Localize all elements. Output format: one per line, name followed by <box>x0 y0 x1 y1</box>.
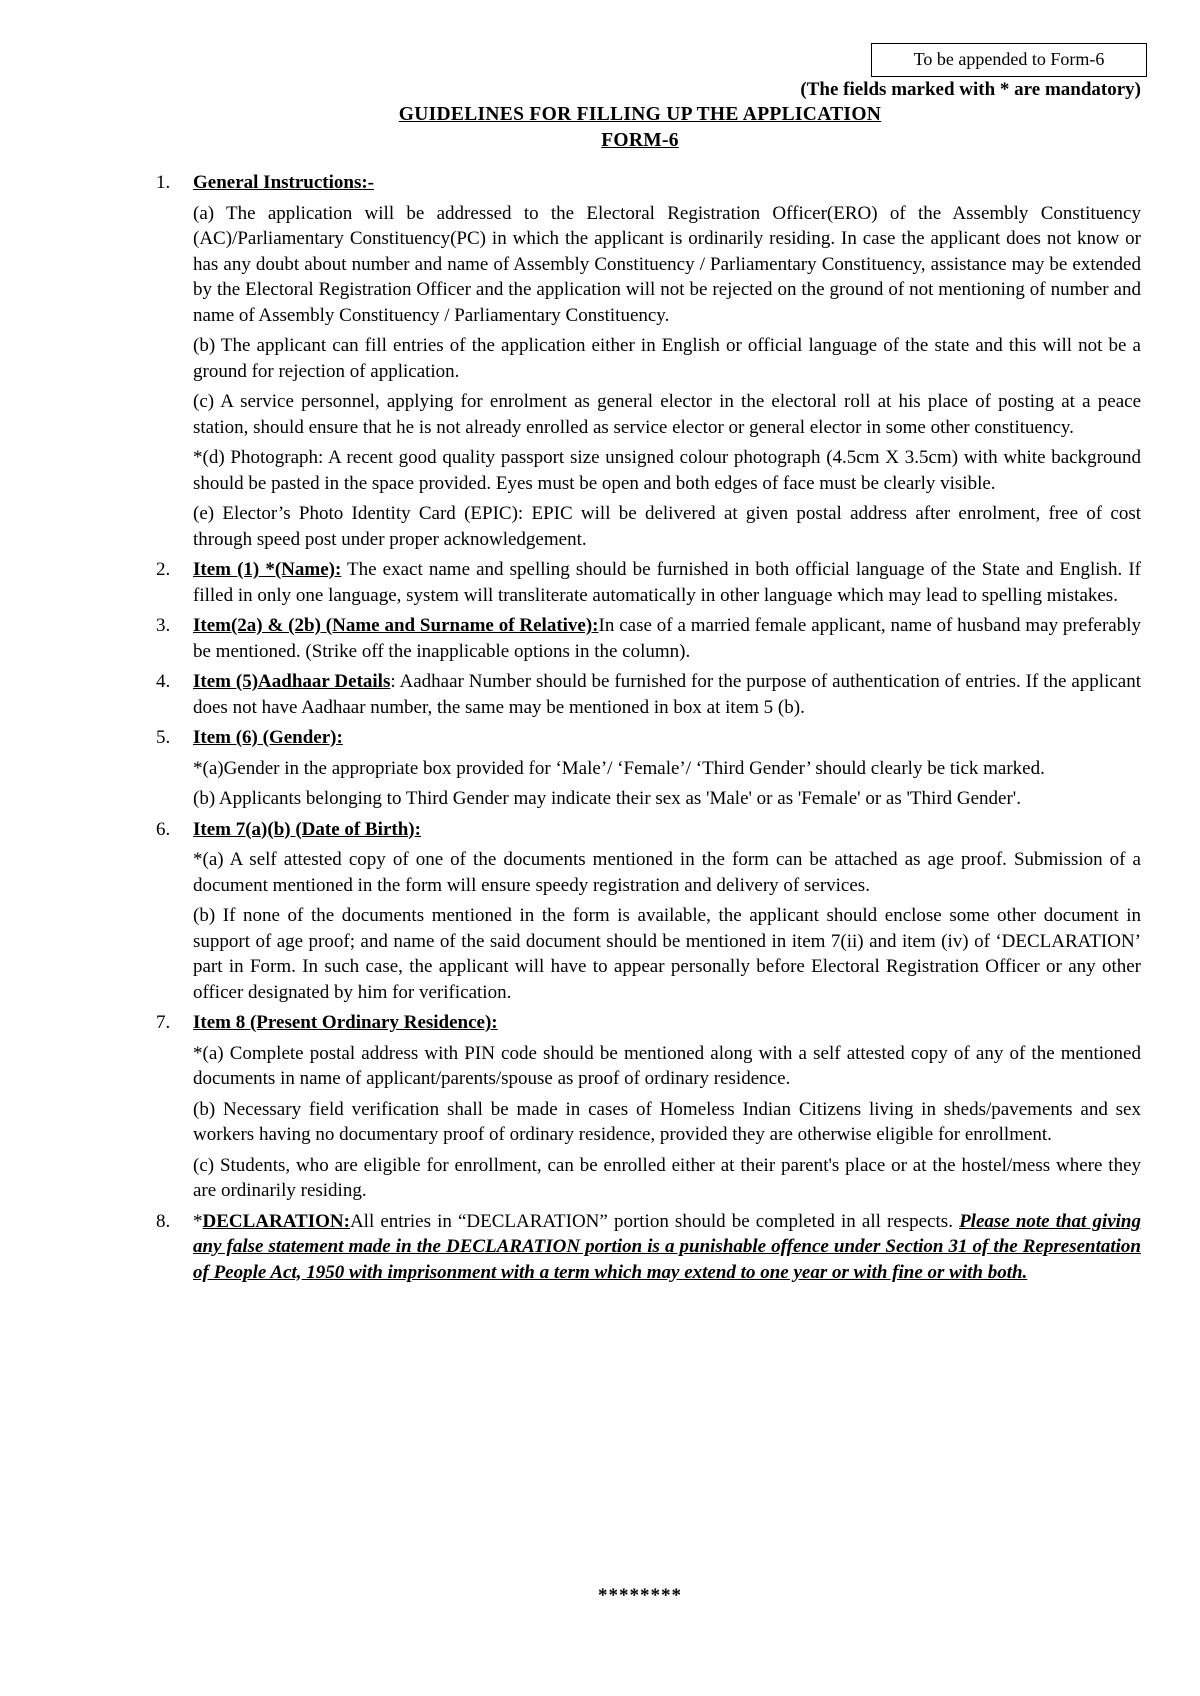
name-text: The exact name and spelling should be furnished in both official language of the State and English. If filled in only one language, system will transliterate automatically in other language which may lead to spelling mistakes. <box>193 559 1141 606</box>
list-item-general-instructions <box>146 170 1141 552</box>
mandatory-note: (The fields marked with * are mandatory) <box>800 79 1141 100</box>
declaration-text: All entries in “DECLARATION” portion should be completed in all respects. <box>349 1210 960 1232</box>
general-instructions-heading: General Instructions:- <box>193 172 375 193</box>
end-marker: ******** <box>598 1585 682 1606</box>
form-subtitle: FORM-6 <box>601 130 679 151</box>
declaration-paragraph <box>193 1209 1141 1286</box>
guidelines-list <box>146 170 1141 1290</box>
relative-text: In case of a married female applicant, name of husband may preferably be mentioned. (Strike off the inapplicable options in the column). <box>193 615 1141 662</box>
item-heading <box>193 170 1141 196</box>
general-instruction-e: (e) Elector’s Photo Identity Card (EPIC): EPIC will be delivered at given postal address after enrolment, free of cost through speed post under proper acknowledgement. <box>193 503 1141 550</box>
aadhaar-heading: Item (5)Aadhaar Details <box>193 671 391 692</box>
dob-instruction-b: (b) If none of the documents mentioned in the form is available, the applicant should enclose some other document in support of age proof; and name of the said document should be mentioned in item 7(ii) and item (iv) of ‘DECLARATION’ part in Form. In such case, the applicant will have to appear personally before Electoral Registration Officer or any other officer designated by him for verification. <box>193 905 1141 1003</box>
relative-heading: Item(2a) & (2b) (Name and Surname of Relative): <box>193 615 599 636</box>
residence-instruction-c: (c) Students, who are eligible for enrollment, can be enrolled either at their parent's place or at the hostel/mess where they are ordinarily residing. <box>193 1154 1141 1201</box>
residence-instruction-a: *(a) Complete postal address with PIN code should be mentioned along with a self attested copy of any of the mentioned documents in name of applicant/parents/spouse as proof of ordinary residence. <box>193 1042 1141 1089</box>
aadhaar-paragraph <box>193 669 1141 720</box>
general-instruction-a: (a) The application will be addressed to the Electoral Registration Officer(ERO) of the Assembly Constituency (AC)/Parliamentary Constituency(PC) in which the applicant is ordinarily residing. In case the applicant does not know or has any doubt about number and name of Assembly Constituency / Parliamentary Constituency, assistance may be extended by the Electoral Registration Officer and the application will not be rejected on the ground of not mentioning of number and name of Assembly Constituency / Parliamentary Constituency. <box>193 202 1141 326</box>
item-number: 3. <box>156 615 171 636</box>
declaration-heading: DECLARATION: <box>202 1210 350 1232</box>
item-number: 4. <box>156 671 171 692</box>
relative-paragraph <box>193 613 1141 664</box>
general-instruction-c: (c) A service personnel, applying for enrolment as general elector in the electoral roll at his place of posting at a peace station, should ensure that he is not already enrolled as service elector or general elector in some other constituency. <box>193 391 1141 438</box>
list-item-date-of-birth <box>146 817 1141 1006</box>
item-heading <box>193 1010 1141 1036</box>
name-heading: Item (1) *(Name): <box>193 559 342 580</box>
item-number: 6. <box>156 818 171 840</box>
gender-instruction-a: *(a)Gender in the appropriate box provided for ‘Male’/ ‘Female’/ ‘Third Gender’ should clearly be tick marked. <box>193 757 1045 779</box>
item-number: 2. <box>156 559 171 580</box>
item-number: 7. <box>156 1012 171 1033</box>
item-heading <box>193 817 1141 843</box>
residence-instruction-b: (b) Necessary field verification shall be made in cases of Homeless Indian Citizens living in sheds/pavements and sex workers having no documentary proof of ordinary residence, provided they are otherwise eligible for enrollment. <box>193 1098 1141 1145</box>
list-item-relative <box>146 613 1141 664</box>
list-item-gender <box>146 725 1141 812</box>
declaration-warning: Please note that giving any false statement made in the DECLARATION portion is a punishable offence under Section 31 of the Representation of People Act, 1950 with imprisonment with a term which may extend to one year or with fine or with both. <box>193 1210 1141 1283</box>
dob-heading: Item 7(a)(b) (Date of Birth): <box>193 818 421 840</box>
item-number: 8. <box>156 1210 171 1232</box>
general-instruction-b: (b) The applicant can fill entries of the application either in English or official language of the state and this will not be a ground for rejection of application. <box>193 335 1141 382</box>
list-item-aadhaar <box>146 669 1141 720</box>
name-paragraph <box>193 557 1141 608</box>
list-item-declaration <box>146 1209 1141 1286</box>
list-item-residence <box>146 1010 1141 1204</box>
aadhaar-text: : Aadhaar Number should be furnished for the purpose of authentication of entries. If the applicant does not have Aadhaar number, the same may be mentioned in box at item 5 (b). <box>193 671 1142 718</box>
declaration-star: * <box>193 1210 203 1232</box>
gender-heading: Item (6) (Gender): <box>193 727 343 748</box>
page-title: GUIDELINES FOR FILLING UP THE APPLICATION <box>398 104 882 125</box>
gender-instruction-b: (b) Applicants belonging to Third Gender may indicate their sex as 'Male' or as 'Female' or as 'Third Gender'. <box>193 788 1021 809</box>
item-heading <box>193 725 1141 751</box>
item-number: 1. <box>156 172 171 193</box>
residence-heading: Item 8 (Present Ordinary Residence): <box>193 1012 498 1033</box>
item-number: 5. <box>156 727 171 748</box>
append-note-box: To be appended to Form-6 <box>871 43 1147 77</box>
general-instruction-d: *(d) Photograph: A recent good quality passport size unsigned colour photograph (4.5cm X 3.5cm) with white background should be pasted in the space provided. Eyes must be open and both edges of face must be clearly visible. <box>193 447 1141 494</box>
list-item-name <box>146 557 1141 608</box>
dob-instruction-a: *(a) A self attested copy of one of the documents mentioned in the form can be attached as age proof. Submission of a document mentioned in the form will ensure speedy registration and delivery of services. <box>193 849 1141 896</box>
